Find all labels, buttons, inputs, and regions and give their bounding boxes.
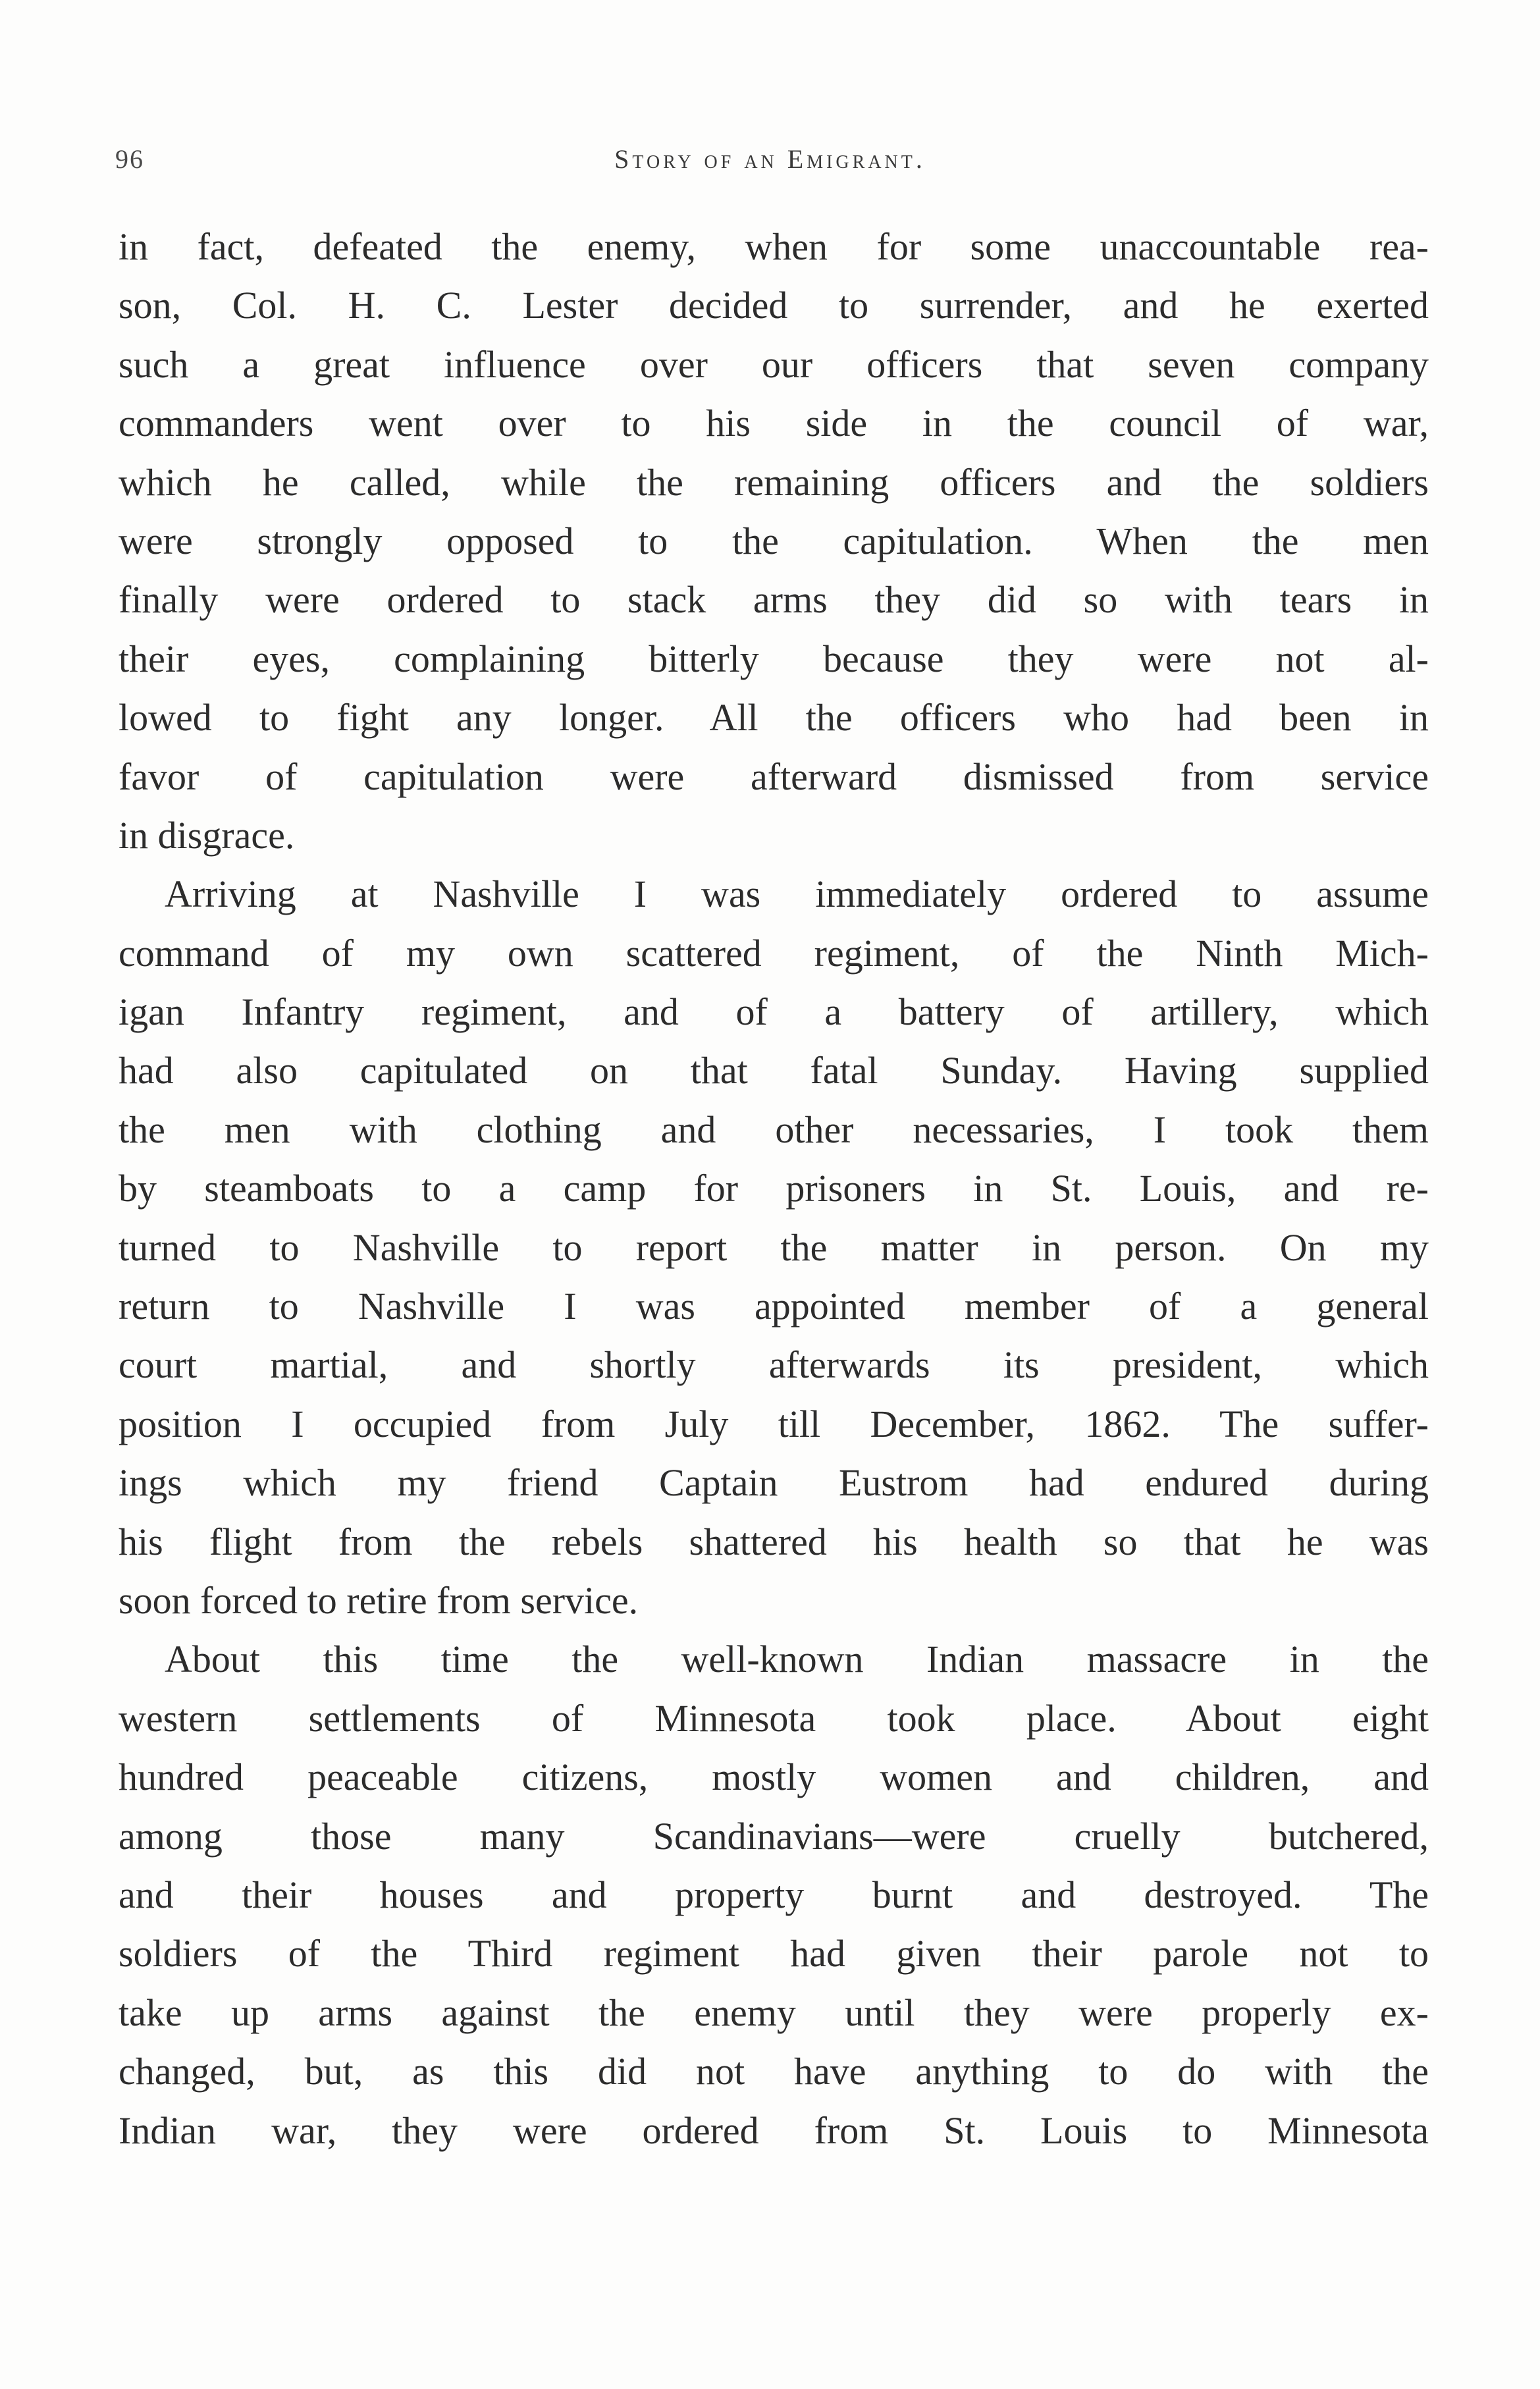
text-line: Indian war, they were ordered from St. Louis to Minnesota xyxy=(119,2108,1429,2152)
text-line: the men with clothing and other necessaries, I took them xyxy=(119,1108,1429,1151)
text-line: igan Infantry regiment, and of a battery of artillery, which xyxy=(119,990,1429,1034)
paragraph xyxy=(119,1630,1429,2160)
text-line: such a great influence over our officers that seven company xyxy=(119,342,1429,386)
text-line: About this time the well-known Indian massacre in the xyxy=(165,1638,1429,1681)
text-line: lowed to fight any longer. All the officers who had been in xyxy=(119,696,1429,739)
text-line: and their houses and property burnt and destroyed. The xyxy=(119,1873,1429,1916)
text-line: hundred peaceable citizens, mostly women and children, and xyxy=(119,1756,1429,1799)
text-line: in fact, defeated the enemy, when for some unaccountable rea- xyxy=(119,225,1429,268)
text-line: position I occupied from July till December, 1862. The suffer- xyxy=(119,1402,1429,1445)
paragraph xyxy=(119,217,1429,865)
running-title: Story of an Emigrant. xyxy=(614,144,926,174)
text-line: in disgrace. xyxy=(119,813,295,857)
running-head xyxy=(115,144,1425,183)
page-number: 96 xyxy=(115,144,144,174)
text-line: soon forced to retire from service. xyxy=(119,1578,639,1622)
text-line: Arriving at Nashville I was immediately ordered to assume xyxy=(165,872,1429,916)
text-line: finally were ordered to stack arms they did so with tears in xyxy=(119,578,1429,622)
text-line: son, Col. H. C. Lester decided to surrender, and he exerted xyxy=(119,284,1429,327)
text-line: ings which my friend Captain Eustrom had endured during xyxy=(119,1461,1429,1505)
text-line: western settlements of Minnesota took place. About eight xyxy=(119,1696,1429,1740)
text-line: by steamboats to a camp for prisoners in St. Louis, and re- xyxy=(119,1167,1429,1210)
text-line: court martial, and shortly afterwards its president, which xyxy=(119,1343,1429,1387)
text-line: turned to Nashville to report the matter in person. On my xyxy=(119,1225,1429,1269)
text-line: among those many Scandinavians—were cruelly butchered, xyxy=(119,1814,1429,1858)
text-line: changed, but, as this did not have anything to do with the xyxy=(119,2050,1429,2093)
text-line: soldiers of the Third regiment had given their parole not to xyxy=(119,1932,1429,1975)
text-line: take up arms against the enemy until they were properly ex- xyxy=(119,1991,1429,2034)
paragraph xyxy=(119,865,1429,1630)
body-text xyxy=(119,217,1429,2160)
text-line: return to Nashville I was appointed member of a general xyxy=(119,1285,1429,1328)
text-line: favor of capitulation were afterward dismissed from service xyxy=(119,755,1429,798)
text-line: their eyes, complaining bitterly because they were not al- xyxy=(119,637,1429,680)
text-line: commanders went over to his side in the council of war, xyxy=(119,402,1429,445)
text-line: which he called, while the remaining officers and the soldiers xyxy=(119,460,1429,504)
text-line: were strongly opposed to the capitulation. When the men xyxy=(119,519,1429,562)
text-line: had also capitulated on that fatal Sunday. Having supplied xyxy=(119,1049,1429,1092)
text-line: his flight from the rebels shattered his health so that he was xyxy=(119,1520,1429,1563)
text-line: command of my own scattered regiment, of the Ninth Mich- xyxy=(119,931,1429,975)
